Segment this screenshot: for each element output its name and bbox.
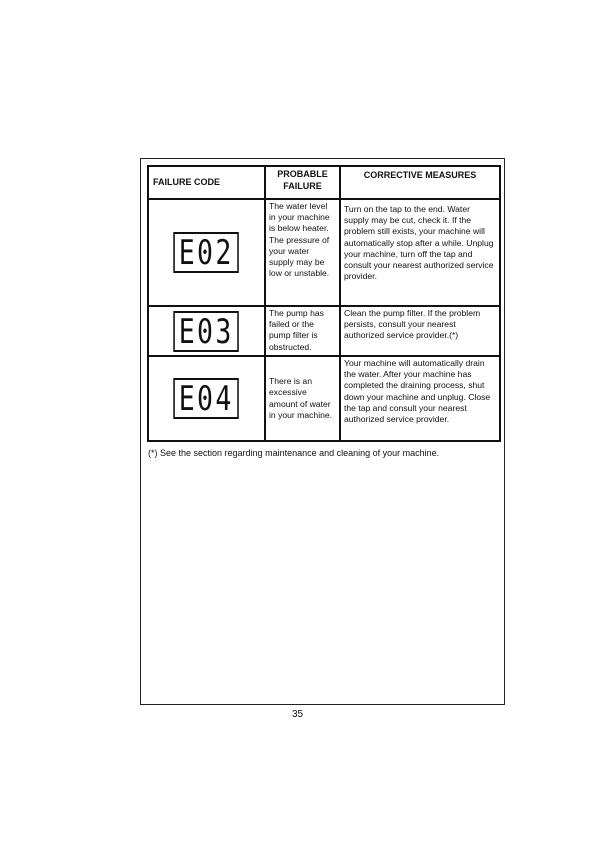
corrective-measures-cell: Clean the pump filter. If the problem persists, consult your nearest authorized service provider.(*): [340, 306, 500, 356]
header-failure-code: FAILURE CODE: [148, 166, 265, 199]
failure-code-display: E04: [174, 378, 240, 419]
failure-code-cell: [148, 306, 265, 356]
corrective-measures-cell: Turn on the tap to the end. Water supply may be cut, check it. If the problem still exists, your machine will automatically stop after a while. Unplug your machine, turn off the tap and consult your nearest authorized service provider.: [340, 199, 500, 306]
failure-code-table: [147, 165, 501, 442]
corrective-measures-cell: Your machine will automatically drain the water. After your machine has completed the draining process, shut down your machine and unplug. Close the tap and consult your nearest authorized service provider.: [340, 356, 500, 441]
probable-failure-cell: There is an excessive amount of water in your machine.: [265, 356, 340, 441]
footnote: (*) See the section regarding maintenance and cleaning of your machine.: [148, 448, 440, 458]
table-row: [148, 199, 500, 306]
failure-code-display: E03: [174, 311, 240, 352]
probable-failure-cell: The water level in your machine is below heater. The pressure of your water supply may be low or unstable.: [265, 199, 340, 306]
table-row: [148, 306, 500, 356]
header-probable-failure: PROBABLE FAILURE: [265, 166, 340, 199]
table-row: [148, 356, 500, 441]
page-frame: [140, 158, 505, 705]
header-corrective-measures: CORRECTIVE MEASURES: [340, 166, 500, 199]
failure-code-cell: [148, 356, 265, 441]
table-header-row: [148, 166, 500, 199]
page-number: 35: [291, 709, 304, 720]
probable-failure-cell: The pump has failed or the pump filter is obstructed.: [265, 306, 340, 356]
failure-code-cell: [148, 199, 265, 306]
failure-code-display: E02: [174, 232, 240, 273]
